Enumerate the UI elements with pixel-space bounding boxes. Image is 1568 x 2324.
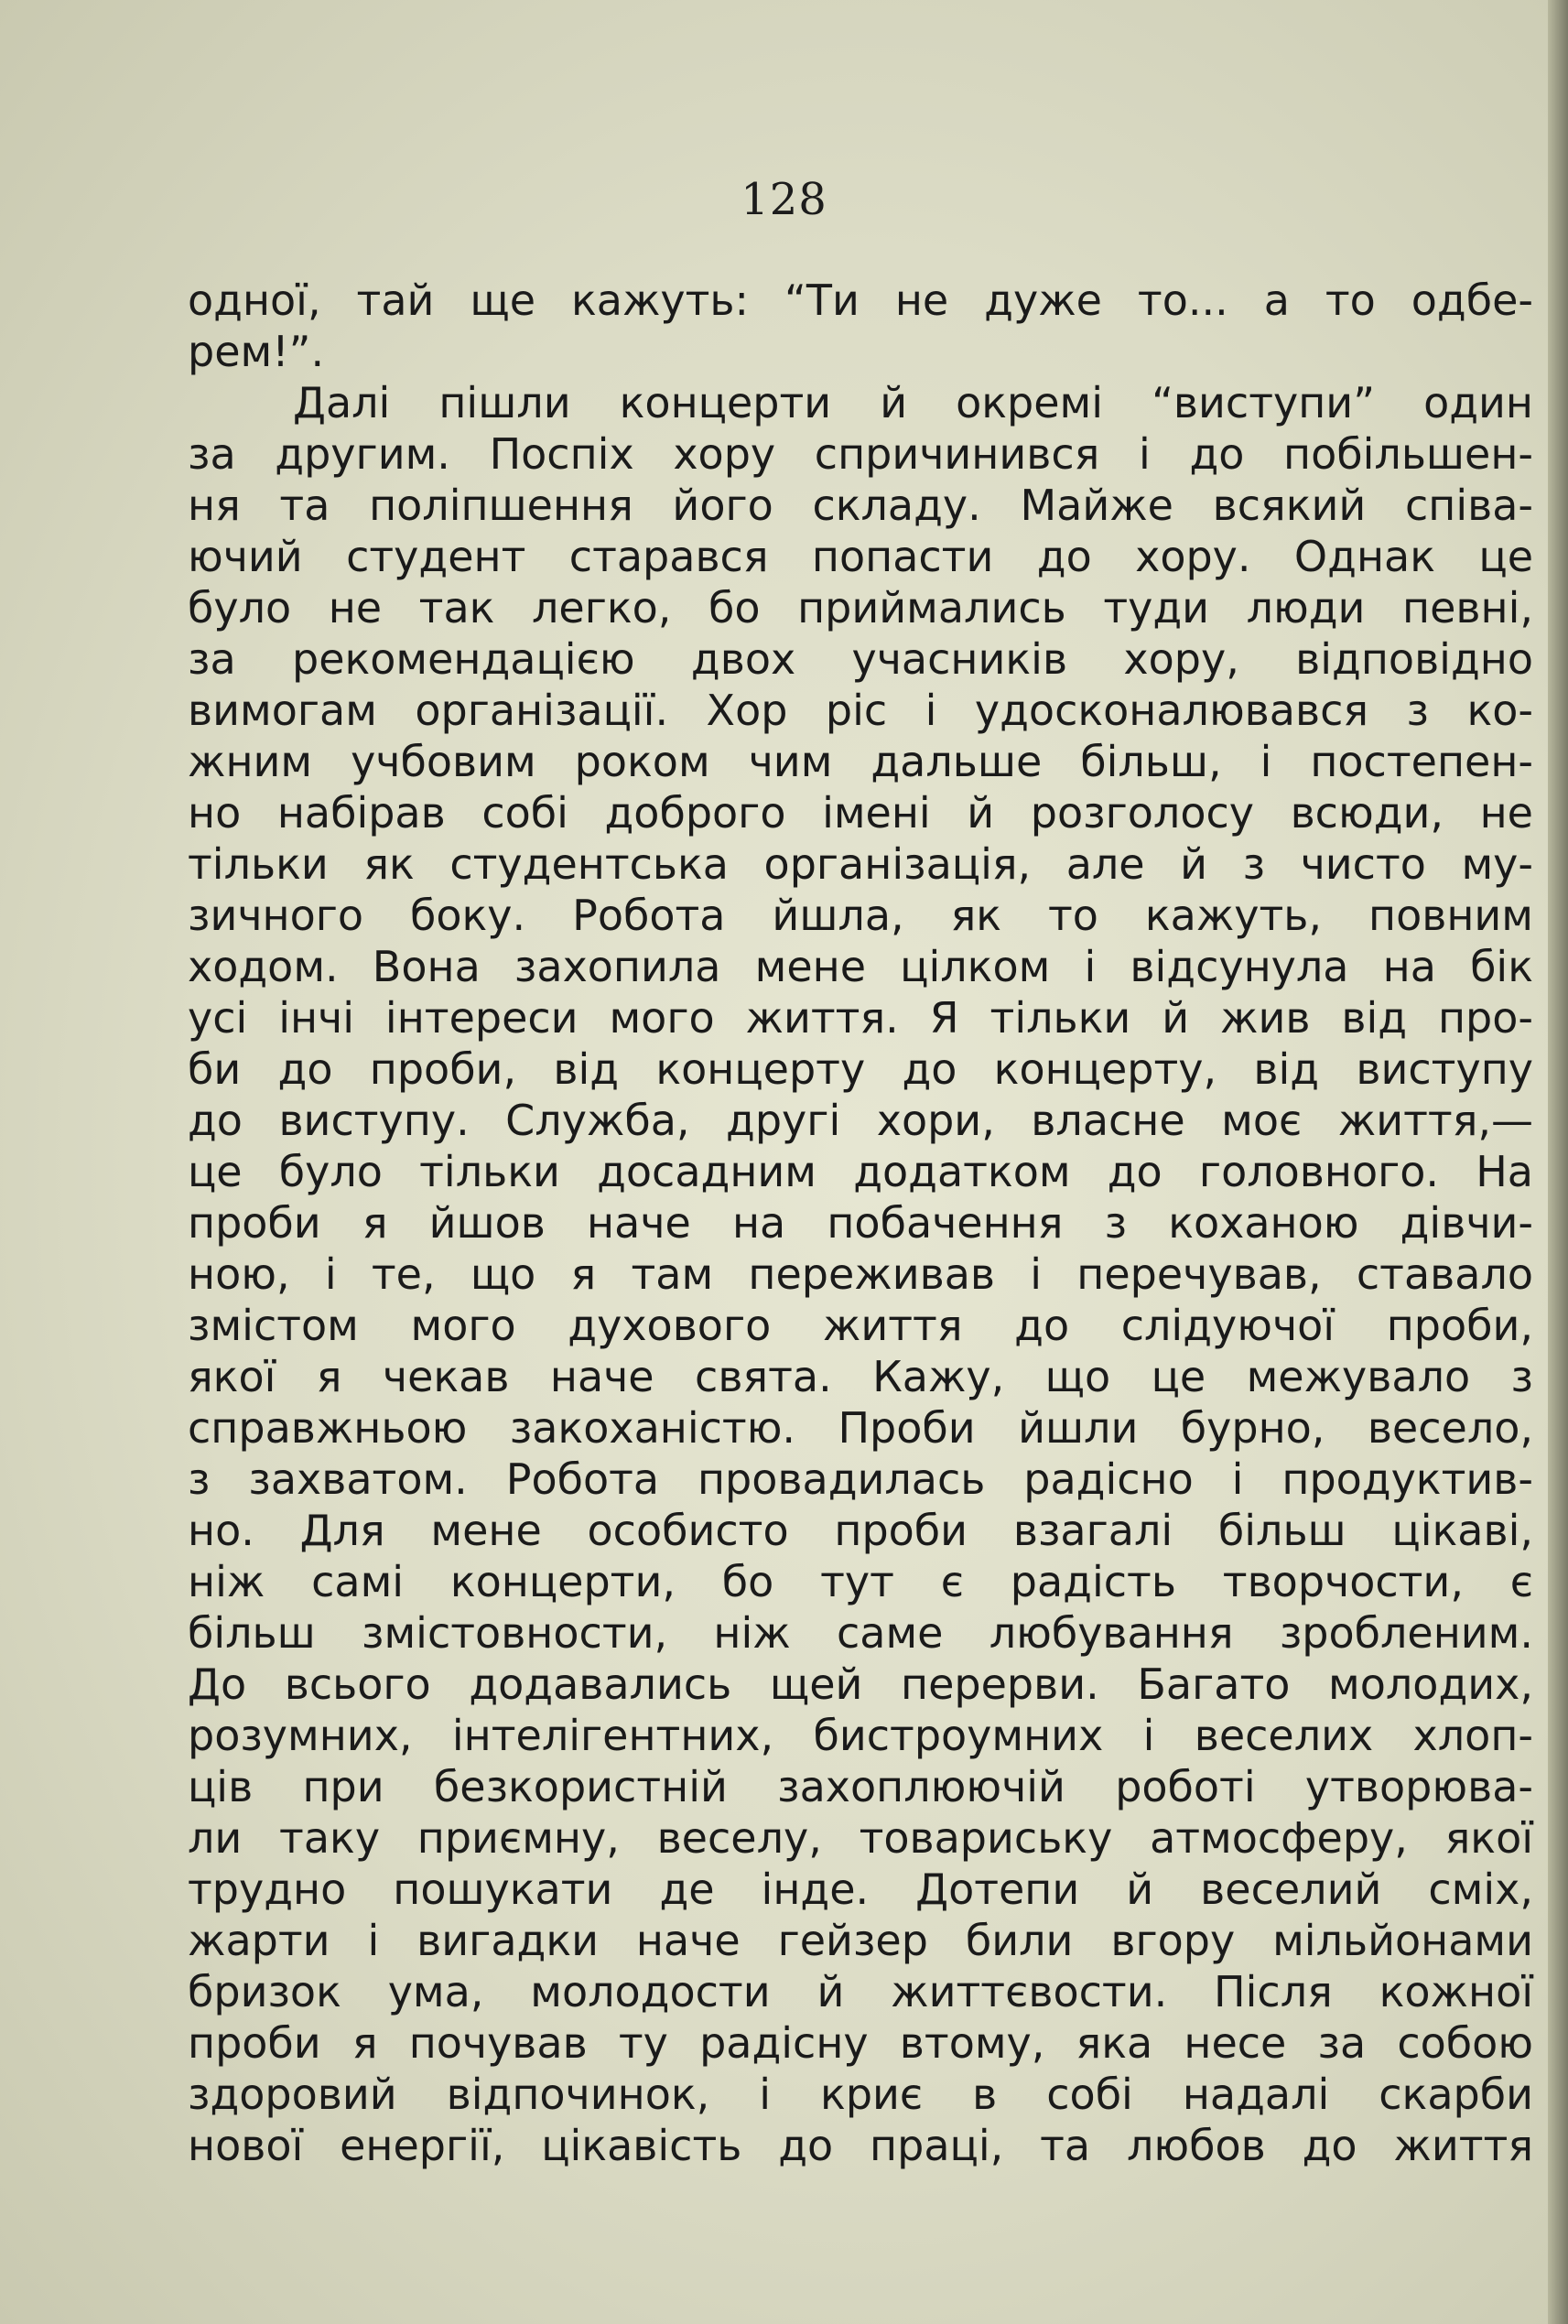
text-line: вимогам організації. Хор ріс і удосконалювався з ко-	[188, 686, 1533, 735]
text-line: розумних, інтелігентних, бистроумних і веселих хлоп-	[188, 1711, 1533, 1760]
text-line: ною, і те, що я там переживав і перечував, ставало	[188, 1249, 1533, 1299]
text-line: за другим. Поспіх хору спричинився і до побільшен-	[188, 429, 1533, 479]
text-line: справжньою закоханістю. Проби йшли бурно, весело,	[188, 1403, 1533, 1453]
text-line: це було тільки досадним додатком до головного. На	[188, 1147, 1533, 1196]
text-line: до виступу. Служба, другі хори, власне моє життя,—	[188, 1096, 1533, 1145]
text-line: тільки як студентська організація, але й з чисто му-	[188, 839, 1533, 889]
text-line: проби я почував ту радісну втому, яка несе за собою	[188, 2018, 1533, 2068]
text-line: ня та поліпшення його складу. Майже всякий співа-	[188, 481, 1533, 530]
text-line: одної, тай ще кажуть: “Ти не дуже то... а то одбе-	[188, 276, 1533, 325]
text-line: усі інчі інтереси мого життя. Я тільки й жив від про-	[188, 993, 1533, 1043]
text-line: ців при безкористній захоплюючій роботі утворюва-	[188, 1762, 1533, 1811]
text-line: ходом. Вона захопила мене цілком і відсунула на бік	[188, 942, 1533, 991]
text-line: проби я йшов наче на побачення з коханою дівчи-	[188, 1198, 1533, 1248]
text-line: ли таку приємну, веселу, товариську атмосферу, якої	[188, 1813, 1533, 1863]
text-line: би до проби, від концерту до концерту, від виступу	[188, 1044, 1533, 1094]
text-line: бризок ума, молодости й життєвости. Після кожної	[188, 1967, 1533, 2016]
text-line: жарти і вигадки наче гейзер били вгору мільйонами	[188, 1916, 1533, 1965]
page-number: 128	[741, 174, 827, 225]
text-line: зичного боку. Робота йшла, як то кажуть, повним	[188, 891, 1533, 940]
body-text	[188, 275, 1533, 2171]
page-edge-shadow	[1548, 0, 1568, 2324]
text-line: було не так легко, бо приймались туди люди певні,	[188, 583, 1533, 632]
text-line: більш змістовности, ніж саме любування зробленим.	[188, 1608, 1533, 1658]
text-line: нової енергії, цікавість до праці, та любов до життя	[188, 2121, 1533, 2170]
text-line: ючий студент старався попасти до хору. Однак це	[188, 532, 1533, 581]
text-line: но. Для мене особисто проби взагалі більш цікаві,	[188, 1506, 1533, 1555]
text-line: ніж самі концерти, бо тут є радість творчости, є	[188, 1557, 1533, 1606]
text-line: з захватом. Робота провадилась радісно і продуктив-	[188, 1454, 1533, 1504]
text-line: До всього додавались щей перерви. Багато молодих,	[188, 1659, 1533, 1709]
text-line: Далі пішли концерти й окремі “виступи” один	[293, 378, 1533, 427]
text-line: но набірав собі доброго імені й розголосу всюди, не	[188, 788, 1533, 838]
text-line: жним учбовим роком чим дальше більш, і постепен-	[188, 737, 1533, 786]
text-line: за рекомендацією двох учасників хору, відповідно	[188, 634, 1533, 684]
text-line: здоровий відпочинок, і криє в собі надалі скарби	[188, 2070, 1533, 2119]
text-line: рем!”.	[188, 327, 325, 376]
text-line: якої я чекав наче свята. Кажу, що це межувало з	[188, 1352, 1533, 1401]
text-line: змістом мого духового життя до слідуючої проби,	[188, 1301, 1533, 1350]
text-line: трудно пошукати де інде. Дотепи й веселий сміх,	[188, 1865, 1533, 1914]
